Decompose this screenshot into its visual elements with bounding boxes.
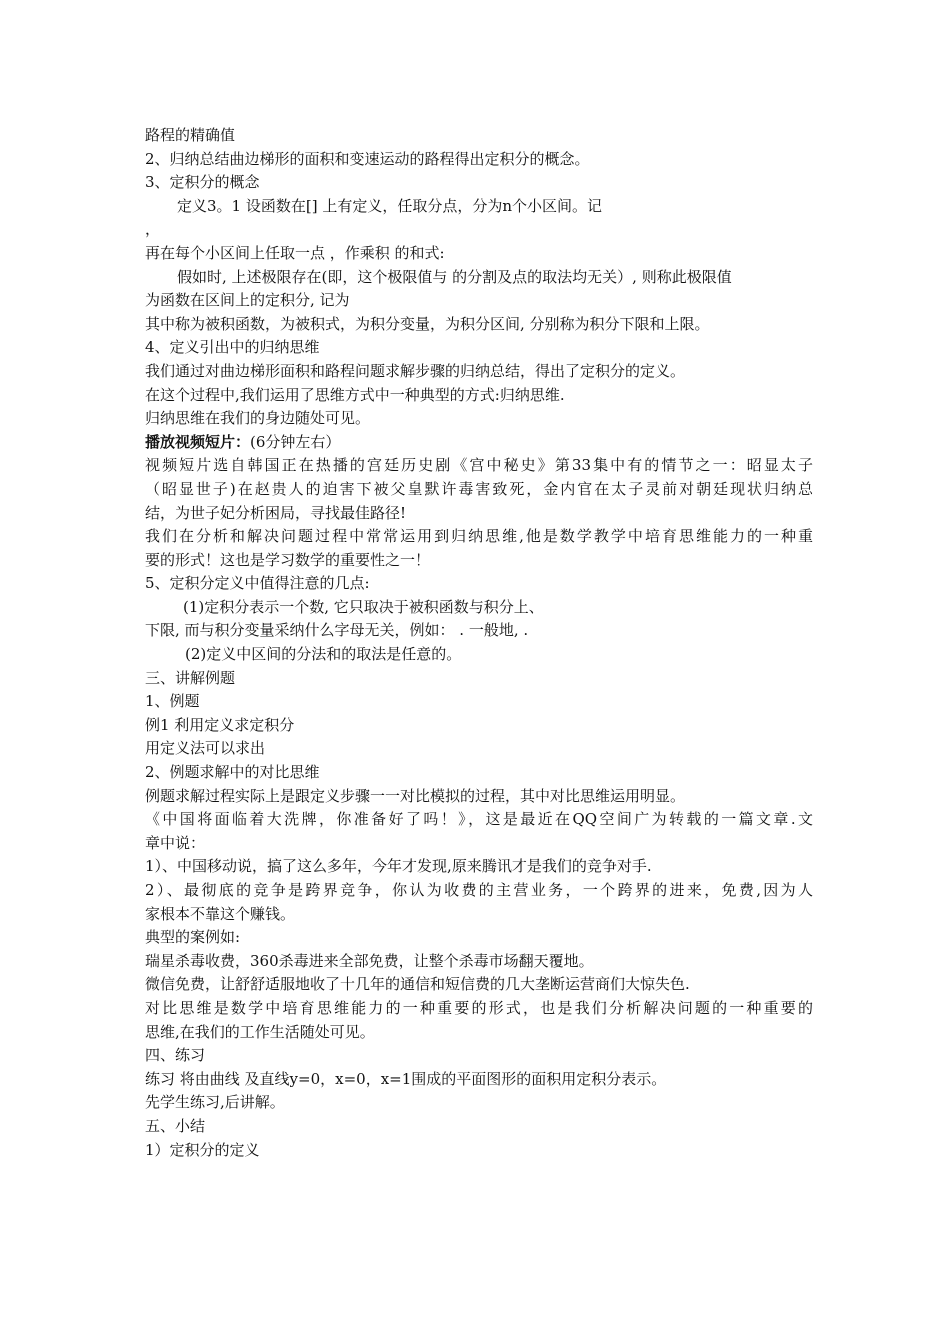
- section-heading: 五、小结: [145, 1116, 206, 1135]
- text-line: 为函数在区间上的定积分, 记为: [145, 291, 350, 310]
- section-heading: 1、例题: [145, 692, 200, 711]
- text-line: 例1 利用定义求定积分: [145, 715, 295, 734]
- text-line: 思维,在我们的工作生活随处可见。: [145, 1022, 375, 1041]
- text-line: 其中称为被积函数，为被积式，为积分变量，为积分区间, 分别称为积分下限和上限。: [145, 314, 710, 333]
- text-line: 在这个过程中,我们运用了思维方式中一种典型的方式:归纳思维.: [145, 385, 565, 404]
- text-line: 再在每个小区间上任取一点 ，作乘积 的和式:: [145, 243, 445, 262]
- text-line: 1）、中国移动说，搞了这么多年，今年才发现,原来腾讯才是我们的竞争对手.: [145, 857, 652, 876]
- text-line: 2）、最彻底的竞争是跨界竞争，你认为收费的主营业务，一个跨界的进来，免费,因为人: [145, 881, 813, 899]
- text-line: 我们通过对曲边梯形面积和路程问题求解步骤的归纳总结，得出了定积分的定义。: [145, 361, 686, 380]
- text-line: 家根本不靠这个赚钱。: [145, 904, 296, 923]
- text-line: 瑞星杀毒收费，360杀毒进来全部免费，让整个杀毒市场翻天覆地。: [145, 951, 594, 970]
- text-line: 归纳思维在我们的身边随处可见。: [145, 409, 371, 428]
- text-line: (2)定义中区间的分法和的取法是任意的。: [185, 645, 462, 664]
- video-duration: (6分钟左右）: [250, 432, 341, 451]
- text-line: 用定义法可以求出: [145, 739, 266, 758]
- text-line: ，: [145, 220, 161, 239]
- text-line: 我们在分析和解决问题过程中常常运用到归纳思维,他是数学教学中培育思维能力的一种重: [145, 527, 813, 546]
- definition-line: 定义3。1 设函数在[] 上有定义，任取分点，分为n个小区间。记: [177, 196, 602, 215]
- section-heading: 四、练习: [145, 1046, 206, 1065]
- text-line: 典型的案例如:: [145, 928, 241, 947]
- section-heading: 4、定义引出中的归纳思维: [145, 338, 320, 357]
- text-line: 章中说：: [145, 833, 206, 852]
- text-line: 假如时, 上述极限存在(即，这个极限值与 的分割及点的取法均无关）, 则称此极限值: [177, 267, 732, 286]
- section-heading: 3、定积分的概念: [145, 173, 260, 192]
- document-body: [145, 124, 813, 1162]
- section-heading: 三、讲解例题: [145, 668, 236, 687]
- text-line: 下限, 而与积分变量采纳什么字母无关，例如： . 一般地, .: [145, 621, 529, 640]
- text-line: 视频短片选自韩国正在热播的宫廷历史剧《宫中秘史》第33集中有的情节之一：昭显太子: [145, 456, 813, 475]
- section-heading: 2、例题求解中的对比思维: [145, 763, 320, 782]
- text-line: 微信免费，让舒舒适服地收了十几年的通信和短信费的几大垄断运营商们大惊失色.: [145, 975, 690, 994]
- video-heading: [145, 431, 813, 455]
- text-line: 结，为世子妃分析困局，寻找最佳路径!: [145, 503, 407, 522]
- text-line: 要的形式！这也是学习数学的重要性之一！: [145, 550, 431, 569]
- text-line: （昭显世子)在赵贵人的迫害下被父皇默许毒害致死，金内官在太子灵前对朝廷现状归纳总: [145, 479, 813, 498]
- video-heading-label: 播放视频短片：: [145, 432, 251, 451]
- text-line: 练习 将由曲线 及直线y=0，x=0，x=1围成的平面图形的面积用定积分表示。: [145, 1069, 667, 1088]
- text-line: 例题求解过程实际上是跟定义步骤一一对比模拟的过程，其中对比思维运用明显。: [145, 786, 686, 805]
- text-line: 《中国将面临着大洗牌，你准备好了吗！》，这是最近在QQ空间广为转载的一篇文章.文: [145, 810, 813, 829]
- text-line: 路程的精确值: [145, 126, 236, 144]
- text-line: 对比思维是数学中培育思维能力的一种重要的形式，也是我们分析解决问题的一种重要的: [145, 998, 813, 1017]
- section-heading: 5、定积分定义中值得注意的几点:: [145, 574, 370, 593]
- text-line: 2、归纳总结曲边梯形的面积和变速运动的路程得出定积分的概念。: [145, 149, 590, 168]
- text-line: 1）定积分的定义: [145, 1140, 260, 1159]
- text-line: 先学生练习,后讲解。: [145, 1093, 285, 1112]
- text-line: (1)定积分表示一个数, 它只取决于被积函数与积分上、: [183, 597, 544, 616]
